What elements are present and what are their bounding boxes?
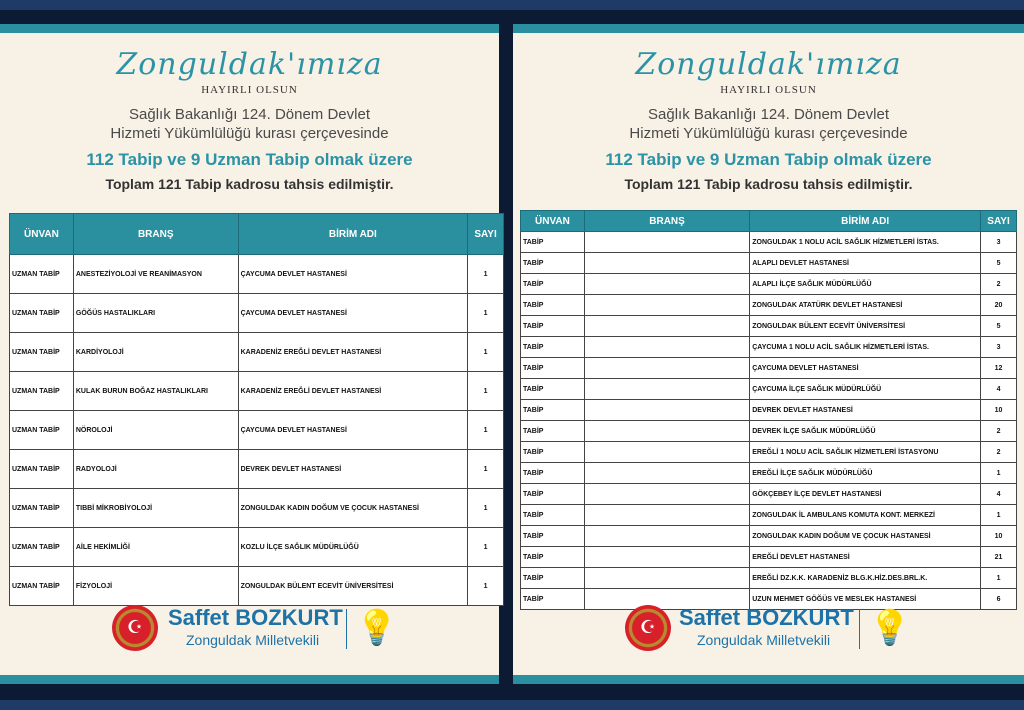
cell-unit: KARADENİZ EREĞLİ DEVLET HASTANESİ — [238, 372, 468, 411]
cell-unit: DEVREK DEVLET HASTANESİ — [750, 400, 981, 421]
cell-title: UZMAN TABİP — [10, 294, 74, 333]
table-row — [521, 358, 1017, 379]
table-row — [521, 547, 1017, 568]
highlight-text: 112 Tabip ve 9 Uzman Tabip olmak üzere — [86, 150, 413, 169]
cell-unit: ZONGULDAK 1 NOLU ACİL SAĞLIK HİZMETLERİ İSTAS. — [750, 232, 981, 253]
deputy-role: Zonguldak Milletvekili — [186, 632, 320, 648]
total-text: Toplam 121 Tabip kadrosu tahsis edilmiştir. — [624, 176, 913, 192]
specialist-table — [9, 213, 504, 606]
cell-branch — [584, 421, 749, 442]
cell-unit: ÇAYCUMA DEVLET HASTANESİ — [238, 294, 468, 333]
cell-branch — [584, 232, 749, 253]
cell-count: 1 — [981, 463, 1017, 484]
cell-title: UZMAN TABİP — [10, 528, 74, 567]
table-header — [521, 211, 1017, 232]
cell-unit: EREĞLİ DEVLET HASTANESİ — [750, 547, 981, 568]
cell-unit: GÖKÇEBEY İLÇE DEVLET HASTANESİ — [750, 484, 981, 505]
lightbulb-icon: 💡 — [355, 608, 399, 648]
table-row — [521, 484, 1017, 505]
cell-count: 10 — [981, 526, 1017, 547]
table-row — [521, 442, 1017, 463]
cell-branch: FİZYOLOJİ — [73, 567, 238, 606]
cell-count: 1 — [468, 333, 504, 372]
cell-title: TABİP — [521, 232, 585, 253]
cell-unit: ALAPLI DEVLET HASTANESİ — [750, 253, 981, 274]
cell-unit: EREĞLİ DZ.K.K. KARADENİZ BLG.K.HİZ.DES.BRL.K. — [750, 568, 981, 589]
cell-branch — [584, 463, 749, 484]
cell-title: TABİP — [521, 274, 585, 295]
footer-divider — [859, 609, 860, 649]
cell-branch — [584, 442, 749, 463]
cell-title: TABİP — [521, 589, 585, 610]
cell-count: 1 — [981, 505, 1017, 526]
table-row — [521, 505, 1017, 526]
script-title: Zonguldak'ımıza — [635, 47, 902, 82]
intro-line: Hizmeti Yükümlülüğü kurası çerçevesinde — [629, 125, 908, 142]
specialist-panel — [0, 24, 499, 684]
cell-branch — [584, 295, 749, 316]
cell-title: TABİP — [521, 442, 585, 463]
cell-unit: ZONGULDAK BÜLENT ECEVİT ÜNİVERSİTESİ — [750, 316, 981, 337]
table-row — [10, 567, 504, 606]
cell-count: 2 — [981, 442, 1017, 463]
header-count: SAYI — [468, 214, 504, 255]
cell-branch — [584, 358, 749, 379]
table-row — [521, 232, 1017, 253]
table-row — [10, 372, 504, 411]
cell-count: 1 — [468, 489, 504, 528]
footer — [0, 601, 499, 657]
cell-branch — [584, 379, 749, 400]
header-branch: BRANŞ — [73, 214, 238, 255]
subtitle: HAYIRLI OLSUN — [720, 84, 817, 96]
table-row — [521, 379, 1017, 400]
cell-title: UZMAN TABİP — [10, 255, 74, 294]
cell-branch: AİLE HEKİMLİĞİ — [73, 528, 238, 567]
top-band — [0, 0, 1024, 10]
table-row — [521, 421, 1017, 442]
tbmm-emblem-icon: ☪ — [625, 605, 671, 651]
cell-count: 6 — [981, 589, 1017, 610]
header-title: ÜNVAN — [521, 211, 585, 232]
cell-unit: DEVREK DEVLET HASTANESİ — [238, 450, 468, 489]
header-count: SAYI — [981, 211, 1017, 232]
cell-branch: ANESTEZİYOLOJİ VE REANİMASYON — [73, 255, 238, 294]
cell-count: 1 — [468, 255, 504, 294]
header-unit: BİRİM ADI — [238, 214, 468, 255]
cell-count: 4 — [981, 379, 1017, 400]
lightbulb-icon: 💡 — [868, 608, 912, 648]
cell-count: 2 — [981, 274, 1017, 295]
footer — [513, 601, 1024, 657]
cell-branch — [584, 274, 749, 295]
cell-branch — [584, 484, 749, 505]
cell-title: UZMAN TABİP — [10, 450, 74, 489]
cell-branch — [584, 316, 749, 337]
cell-title: TABİP — [521, 358, 585, 379]
cell-title: UZMAN TABİP — [10, 333, 74, 372]
doctor-panel — [513, 24, 1024, 684]
table-row — [10, 450, 504, 489]
cell-title: UZMAN TABİP — [10, 567, 74, 606]
cell-unit: ZONGULDAK KADIN DOĞUM VE ÇOCUK HASTANESİ — [238, 489, 468, 528]
cell-title: TABİP — [521, 421, 585, 442]
cell-branch — [584, 526, 749, 547]
table-row — [10, 411, 504, 450]
cell-unit: EREĞLİ 1 NOLU ACİL SAĞLIK HİZMETLERİ İSTASYONU — [750, 442, 981, 463]
deputy-role: Zonguldak Milletvekili — [697, 632, 831, 648]
cell-title: TABİP — [521, 547, 585, 568]
cell-branch: GÖĞÜS HASTALIKLARI — [73, 294, 238, 333]
deputy-name: Saffet BOZKURT — [168, 605, 343, 630]
intro-line: Sağlık Bakanlığı 124. Dönem Devlet — [648, 106, 889, 123]
header-branch: BRANŞ — [584, 211, 749, 232]
cell-title: TABİP — [521, 484, 585, 505]
table-row — [521, 316, 1017, 337]
cell-title: UZMAN TABİP — [10, 372, 74, 411]
tbmm-emblem-icon: ☪ — [112, 605, 158, 651]
table-row — [10, 333, 504, 372]
cell-title: TABİP — [521, 526, 585, 547]
header-title: ÜNVAN — [10, 214, 74, 255]
cell-unit: ZONGULDAK BÜLENT ECEVİT ÜNİVERSİTESİ — [238, 567, 468, 606]
table-row — [10, 255, 504, 294]
cell-count: 21 — [981, 547, 1017, 568]
cell-branch — [584, 568, 749, 589]
cell-unit: DEVREK İLÇE SAĞLIK MÜDÜRLÜĞÜ — [750, 421, 981, 442]
cell-unit: ÇAYCUMA DEVLET HASTANESİ — [750, 358, 981, 379]
cell-title: TABİP — [521, 295, 585, 316]
cell-title: TABİP — [521, 316, 585, 337]
table-row — [521, 463, 1017, 484]
table-row — [521, 526, 1017, 547]
cell-unit: ZONGULDAK ATATÜRK DEVLET HASTANESİ — [750, 295, 981, 316]
doctor-table — [520, 210, 1017, 610]
intro-text — [0, 105, 499, 143]
cell-count: 1 — [468, 567, 504, 606]
cell-count: 1 — [468, 294, 504, 333]
table-row — [521, 568, 1017, 589]
cell-unit: EREĞLİ İLÇE SAĞLIK MÜDÜRLÜĞÜ — [750, 463, 981, 484]
cell-title: TABİP — [521, 379, 585, 400]
cell-unit: ZONGULDAK İL AMBULANS KOMUTA KONT. MERKEZİ — [750, 505, 981, 526]
cell-count: 3 — [981, 337, 1017, 358]
intro-text — [513, 105, 1024, 143]
cell-branch — [584, 505, 749, 526]
table-row — [521, 274, 1017, 295]
cell-branch — [584, 337, 749, 358]
cell-title: UZMAN TABİP — [10, 489, 74, 528]
deputy-name: Saffet BOZKURT — [679, 605, 854, 630]
cell-count: 12 — [981, 358, 1017, 379]
script-title: Zonguldak'ımıza — [116, 47, 383, 82]
cell-unit: KOZLU İLÇE SAĞLIK MÜDÜRLÜĞÜ — [238, 528, 468, 567]
cell-title: TABİP — [521, 568, 585, 589]
cell-count: 10 — [981, 400, 1017, 421]
cell-title: TABİP — [521, 505, 585, 526]
cell-unit: KARADENİZ EREĞLİ DEVLET HASTANESİ — [238, 333, 468, 372]
cell-unit: UZUN MEHMET GÖĞÜS VE MESLEK HASTANESİ — [750, 589, 981, 610]
table-row — [10, 489, 504, 528]
table-row — [521, 337, 1017, 358]
highlight-text: 112 Tabip ve 9 Uzman Tabip olmak üzere — [605, 150, 932, 169]
cell-count: 5 — [981, 316, 1017, 337]
table-row — [521, 400, 1017, 421]
cell-branch: KARDİYOLOJİ — [73, 333, 238, 372]
cell-title: TABİP — [521, 337, 585, 358]
cell-title: TABİP — [521, 400, 585, 421]
cell-branch: TIBBİ MİKROBİYOLOJİ — [73, 489, 238, 528]
cell-count: 4 — [981, 484, 1017, 505]
cell-title: TABİP — [521, 253, 585, 274]
subtitle: HAYIRLI OLSUN — [201, 84, 298, 96]
cell-count: 2 — [981, 421, 1017, 442]
cell-branch — [584, 400, 749, 421]
table-row — [10, 294, 504, 333]
bottom-band — [0, 700, 1024, 710]
cell-unit: ZONGULDAK KADIN DOĞUM VE ÇOCUK HASTANESİ — [750, 526, 981, 547]
cell-count: 3 — [981, 232, 1017, 253]
intro-line: Sağlık Bakanlığı 124. Dönem Devlet — [129, 106, 370, 123]
footer-divider — [346, 609, 347, 649]
cell-title: TABİP — [521, 463, 585, 484]
cell-unit: ÇAYCUMA İLÇE SAĞLIK MÜDÜRLÜĞÜ — [750, 379, 981, 400]
cell-unit: ÇAYCUMA 1 NOLU ACİL SAĞLIK HİZMETLERİ İSTAS. — [750, 337, 981, 358]
cell-branch: RADYOLOJİ — [73, 450, 238, 489]
cell-branch — [584, 547, 749, 568]
cell-count: 1 — [468, 411, 504, 450]
cell-title: UZMAN TABİP — [10, 411, 74, 450]
cell-count: 1 — [468, 528, 504, 567]
table-header — [10, 214, 504, 255]
table-row — [10, 528, 504, 567]
cell-unit: ALAPLI İLÇE SAĞLIK MÜDÜRLÜĞÜ — [750, 274, 981, 295]
cell-count: 5 — [981, 253, 1017, 274]
table-row — [521, 295, 1017, 316]
cell-count: 20 — [981, 295, 1017, 316]
header-unit: BİRİM ADI — [750, 211, 981, 232]
cell-branch: KULAK BURUN BOĞAZ HASTALIKLARI — [73, 372, 238, 411]
cell-unit: ÇAYCUMA DEVLET HASTANESİ — [238, 255, 468, 294]
cell-count: 1 — [468, 372, 504, 411]
cell-unit: ÇAYCUMA DEVLET HASTANESİ — [238, 411, 468, 450]
cell-count: 1 — [468, 450, 504, 489]
cell-count: 1 — [981, 568, 1017, 589]
cell-branch — [584, 253, 749, 274]
total-text: Toplam 121 Tabip kadrosu tahsis edilmiştir. — [105, 176, 394, 192]
cell-branch: NÖROLOJİ — [73, 411, 238, 450]
table-row — [521, 253, 1017, 274]
intro-line: Hizmeti Yükümlülüğü kurası çerçevesinde — [110, 125, 389, 142]
